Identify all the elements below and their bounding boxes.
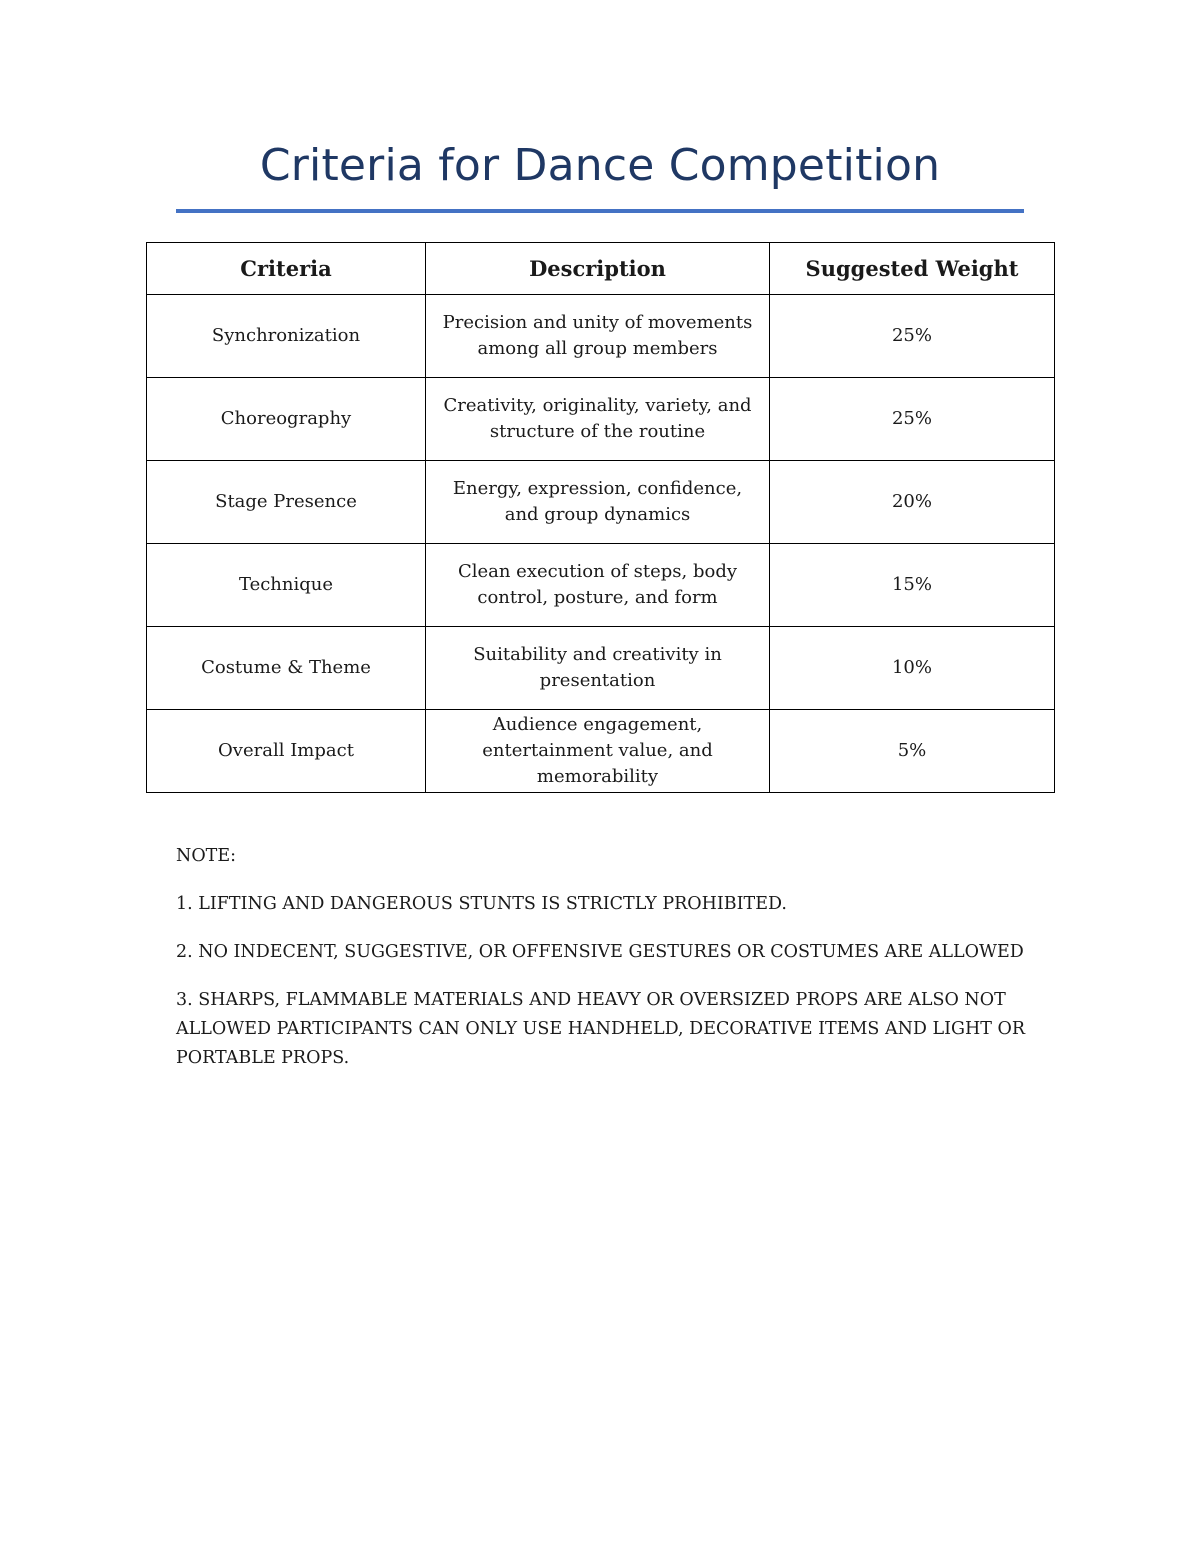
weight-cell: 25% xyxy=(770,378,1055,461)
criteria-cell: Technique xyxy=(147,544,426,627)
column-header-description: Description xyxy=(426,243,770,295)
description-cell: Creativity, originality, variety, and structure of the routine xyxy=(426,378,770,461)
table-row xyxy=(147,627,1055,710)
criteria-table xyxy=(146,242,1055,793)
criteria-cell: Choreography xyxy=(147,378,426,461)
description-cell: Suitability and creativity in presentation xyxy=(426,627,770,710)
notes-section xyxy=(176,842,1036,1092)
weight-cell: 20% xyxy=(770,461,1055,544)
table-row xyxy=(147,544,1055,627)
description-cell: Audience engagement, entertainment value, and memorability xyxy=(426,710,770,793)
weight-cell: 10% xyxy=(770,627,1055,710)
criteria-cell: Overall Impact xyxy=(147,710,426,793)
description-cell: Precision and unity of movements among all group members xyxy=(426,295,770,378)
weight-cell: 5% xyxy=(770,710,1055,793)
criteria-cell: Stage Presence xyxy=(147,461,426,544)
table-row xyxy=(147,378,1055,461)
weight-cell: 25% xyxy=(770,295,1055,378)
table-row xyxy=(147,295,1055,378)
page-title: Criteria for Dance Competition xyxy=(259,140,941,191)
column-header-weight: Suggested Weight xyxy=(770,243,1055,295)
note-item: 2. NO INDECENT, SUGGESTIVE, OR OFFENSIVE GESTURES OR COSTUMES ARE ALLOWED xyxy=(176,942,1024,962)
note-item: 1. LIFTING AND DANGEROUS STUNTS IS STRICTLY PROHIBITED. xyxy=(176,894,787,914)
notes-heading: NOTE: xyxy=(176,846,237,866)
table-row xyxy=(147,710,1055,793)
column-header-criteria: Criteria xyxy=(147,243,426,295)
description-cell: Clean execution of steps, body control, posture, and form xyxy=(426,544,770,627)
description-cell: Energy, expression, confidence, and group dynamics xyxy=(426,461,770,544)
title-underline xyxy=(176,209,1024,213)
note-item: 3. SHARPS, FLAMMABLE MATERIALS AND HEAVY OR OVERSIZED PROPS ARE ALSO NOT ALLOWED PARTICIPANTS CAN ONLY USE HANDHELD, DECORATIVE ITEMS AND LIGHT OR PORTABLE PROPS. xyxy=(176,990,1026,1068)
criteria-cell: Synchronization xyxy=(147,295,426,378)
table-header-row xyxy=(147,243,1055,295)
table-row xyxy=(147,461,1055,544)
weight-cell: 15% xyxy=(770,544,1055,627)
criteria-cell: Costume & Theme xyxy=(147,627,426,710)
